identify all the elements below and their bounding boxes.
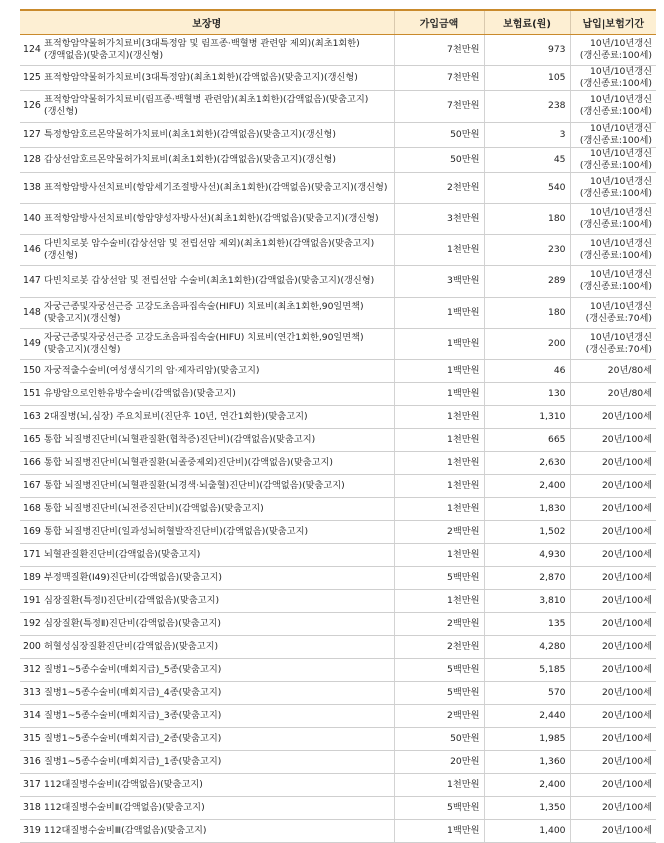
header-amount: 가입금액 — [394, 10, 484, 35]
insured-amount: 2천만원 — [394, 172, 484, 203]
insured-amount: 50만원 — [394, 122, 484, 147]
row-number: 147 — [20, 266, 42, 297]
premium-value: 2,400 — [484, 774, 570, 797]
row-number: 313 — [20, 682, 42, 705]
payment-term: 10년/10년갱신(갱신종료:100세) — [570, 266, 656, 297]
table-row — [20, 728, 656, 751]
premium-value: 2,630 — [484, 452, 570, 475]
coverage-name: 통합 뇌질병진단비(뇌혈관질환(뇌경색·뇌출혈)진단비)(감액없음)(맞춤고지) — [42, 475, 394, 498]
insured-amount: 1천만원 — [394, 774, 484, 797]
insured-amount: 2백만원 — [394, 613, 484, 636]
row-number: 317 — [20, 774, 42, 797]
insured-amount: 1천만원 — [394, 452, 484, 475]
coverage-name: 표적항암방사선치료비(항암양성자방사선)(최초1회한)(감액없음)(맞춤고지)(갱신형) — [42, 203, 394, 234]
row-number: 200 — [20, 636, 42, 659]
row-number: 319 — [20, 820, 42, 843]
payment-term: 20년/100세 — [570, 636, 656, 659]
table-row — [20, 475, 656, 498]
coverage-name: 유방암으로인한유방수술비(감액없음)(맞춤고지) — [42, 383, 394, 406]
premium-value: 200 — [484, 328, 570, 359]
premium-value: 570 — [484, 682, 570, 705]
insured-amount: 3백만원 — [394, 266, 484, 297]
coverage-name: 자궁근종및자궁선근증 고강도초음파집속술(HIFU) 치료비(최초1회한,90일면책)(맞춤고지)(갱신형) — [42, 297, 394, 328]
row-number: 148 — [20, 297, 42, 328]
insured-amount: 1천만원 — [394, 544, 484, 567]
insured-amount: 1백만원 — [394, 820, 484, 843]
insured-amount: 2백만원 — [394, 521, 484, 544]
premium-value: 665 — [484, 429, 570, 452]
coverage-name: 질병1~5종수술비(매회지급)_5종(맞춤고지) — [42, 659, 394, 682]
table-row — [20, 751, 656, 774]
insured-amount: 1백만원 — [394, 328, 484, 359]
premium-value: 4,930 — [484, 544, 570, 567]
premium-value: 45 — [484, 147, 570, 172]
coverage-name: 갑상선암호르몬약물허가치료비(최초1회한)(감액없음)(맞춤고지)(갱신형) — [42, 147, 394, 172]
payment-term: 10년/10년갱신(갱신종료:100세) — [570, 66, 656, 91]
row-number: 146 — [20, 235, 42, 266]
coverage-name: 자궁근종및자궁선근증 고강도초음파집속술(HIFU) 치료비(연간1회한,90일면책)(맞춤고지)(갱신형) — [42, 328, 394, 359]
insured-amount: 3천만원 — [394, 203, 484, 234]
insured-amount: 5백만원 — [394, 682, 484, 705]
table-row — [20, 613, 656, 636]
coverage-name: 심장질환(특정Ⅰ)진단비(감액없음)(맞춤고지) — [42, 590, 394, 613]
table-row — [20, 498, 656, 521]
coverage-name: 질병1~5종수술비(매회지급)_1종(맞춤고지) — [42, 751, 394, 774]
table-row — [20, 91, 656, 122]
premium-value: 3 — [484, 122, 570, 147]
table-row — [20, 172, 656, 203]
row-number: 125 — [20, 66, 42, 91]
coverage-name: 심장질환(특정Ⅱ)진단비(감액없음)(맞춤고지) — [42, 613, 394, 636]
table-row — [20, 705, 656, 728]
payment-term: 10년/10년갱신(갱신종료:100세) — [570, 147, 656, 172]
insured-amount: 5백만원 — [394, 797, 484, 820]
payment-term: 10년/10년갱신(갱신종료:70세) — [570, 328, 656, 359]
premium-value: 973 — [484, 35, 570, 66]
row-number: 316 — [20, 751, 42, 774]
payment-term: 20년/100세 — [570, 682, 656, 705]
payment-term: 10년/10년갱신(갱신종료:70세) — [570, 297, 656, 328]
coverage-name: 허혈성심장질환진단비(감액없음)(맞춤고지) — [42, 636, 394, 659]
premium-value: 289 — [484, 266, 570, 297]
coverage-name: 뇌혈관질환진단비(감액없음)(맞춤고지) — [42, 544, 394, 567]
payment-term: 20년/100세 — [570, 544, 656, 567]
premium-value: 180 — [484, 297, 570, 328]
coverage-name: 자궁적출수술비(여성생식기의 암·제자리암)(맞춤고지) — [42, 360, 394, 383]
premium-value: 105 — [484, 66, 570, 91]
payment-term: 10년/10년갱신(갱신종료:100세) — [570, 35, 656, 66]
premium-value: 1,400 — [484, 820, 570, 843]
table-row — [20, 797, 656, 820]
table-row — [20, 383, 656, 406]
row-number: 312 — [20, 659, 42, 682]
row-number: 127 — [20, 122, 42, 147]
payment-term: 20년/100세 — [570, 452, 656, 475]
row-number: 169 — [20, 521, 42, 544]
coverage-name: 다빈치로봇 갑상선암 및 전립선암 수술비(최초1회한)(감액없음)(맞춤고지)(갱신형) — [42, 266, 394, 297]
payment-term: 20년/100세 — [570, 475, 656, 498]
coverage-name: 통합 뇌질병진단비(뇌혈관질환(협착증)진단비)(감액없음)(맞춤고지) — [42, 429, 394, 452]
payment-term: 20년/100세 — [570, 406, 656, 429]
table-row — [20, 35, 656, 66]
insured-amount: 1천만원 — [394, 406, 484, 429]
row-number: 150 — [20, 360, 42, 383]
payment-term: 20년/100세 — [570, 521, 656, 544]
premium-value: 1,360 — [484, 751, 570, 774]
insured-amount: 20만원 — [394, 751, 484, 774]
premium-value: 46 — [484, 360, 570, 383]
premium-value: 4,280 — [484, 636, 570, 659]
row-number: 314 — [20, 705, 42, 728]
table-row — [20, 590, 656, 613]
payment-term: 20년/80세 — [570, 360, 656, 383]
payment-term: 20년/100세 — [570, 751, 656, 774]
row-number: 171 — [20, 544, 42, 567]
row-number: 166 — [20, 452, 42, 475]
row-number: 315 — [20, 728, 42, 751]
coverage-name: 부정맥질환(Ⅰ49)진단비(감액없음)(맞춤고지) — [42, 567, 394, 590]
insured-amount: 7천만원 — [394, 91, 484, 122]
table-row — [20, 406, 656, 429]
payment-term: 20년/80세 — [570, 383, 656, 406]
premium-value: 5,185 — [484, 659, 570, 682]
payment-term: 10년/10년갱신(갱신종료:100세) — [570, 122, 656, 147]
premium-value: 1,830 — [484, 498, 570, 521]
row-number: 318 — [20, 797, 42, 820]
table-row — [20, 203, 656, 234]
coverage-name: 통합 뇌질병진단비(뇌혈관질환(뇌졸중제외)진단비)(감액없음)(맞춤고지) — [42, 452, 394, 475]
table-row — [20, 567, 656, 590]
coverage-name: 통합 뇌질병진단비(일과성뇌허혈발작진단비)(감액없음)(맞춤고지) — [42, 521, 394, 544]
row-number: 163 — [20, 406, 42, 429]
payment-term: 10년/10년갱신(갱신종료:100세) — [570, 203, 656, 234]
table-row — [20, 774, 656, 797]
coverage-name: 112대질병수술비Ⅰ(감액없음)(맞춤고지) — [42, 774, 394, 797]
insured-amount: 1백만원 — [394, 360, 484, 383]
table-row — [20, 122, 656, 147]
insured-amount: 2백만원 — [394, 705, 484, 728]
row-number: 189 — [20, 567, 42, 590]
header-premium: 보험료(원) — [484, 10, 570, 35]
premium-value: 2,870 — [484, 567, 570, 590]
payment-term: 20년/100세 — [570, 498, 656, 521]
insured-amount: 1천만원 — [394, 475, 484, 498]
payment-term: 20년/100세 — [570, 705, 656, 728]
table-row — [20, 297, 656, 328]
row-number: 140 — [20, 203, 42, 234]
coverage-name: 표적항암방사선치료비(항암세기조절방사선)(최초1회한)(감액없음)(맞춤고지)(갱신형) — [42, 172, 394, 203]
insured-amount: 1천만원 — [394, 498, 484, 521]
premium-value: 540 — [484, 172, 570, 203]
coverage-name: 다빈치로봇 암수술비(갑상선암 및 전립선암 제외)(최초1회한)(감액없음)(맞춤고지)(갱신형) — [42, 235, 394, 266]
table-row — [20, 521, 656, 544]
premium-value: 1,502 — [484, 521, 570, 544]
payment-term: 20년/100세 — [570, 797, 656, 820]
premium-value: 180 — [484, 203, 570, 234]
coverage-name: 2대질병(뇌,심장) 주요치료비(진단후 10년, 연간1회한)(맞춤고지) — [42, 406, 394, 429]
payment-term: 20년/100세 — [570, 429, 656, 452]
row-number: 167 — [20, 475, 42, 498]
row-number: 168 — [20, 498, 42, 521]
coverage-name: 질병1~5종수술비(매회지급)_2종(맞춤고지) — [42, 728, 394, 751]
table-row — [20, 636, 656, 659]
table-row — [20, 429, 656, 452]
payment-term: 10년/10년갱신(갱신종료:100세) — [570, 172, 656, 203]
insured-amount: 50만원 — [394, 147, 484, 172]
insured-amount: 5백만원 — [394, 659, 484, 682]
premium-value: 130 — [484, 383, 570, 406]
row-number: 151 — [20, 383, 42, 406]
premium-value: 2,440 — [484, 705, 570, 728]
premium-value: 230 — [484, 235, 570, 266]
coverage-name: 표적항암약물허가치료비(3대특정암 및 림프종·백혈병 관련암 제외)(최초1회한)(갱액없음)(맞춤고지)(갱신형) — [42, 35, 394, 66]
coverage-name: 표적항암약물허가치료비(림프종·백혈병 관련암)(최초1회한)(감액없음)(맞춤고지)(갱신형) — [42, 91, 394, 122]
table-row — [20, 147, 656, 172]
premium-value: 238 — [484, 91, 570, 122]
insured-amount: 7천만원 — [394, 66, 484, 91]
premium-value: 1,310 — [484, 406, 570, 429]
payment-term: 20년/100세 — [570, 590, 656, 613]
insured-amount: 5백만원 — [394, 567, 484, 590]
row-number: 128 — [20, 147, 42, 172]
row-number: 165 — [20, 429, 42, 452]
table-row — [20, 820, 656, 843]
table-row — [20, 266, 656, 297]
payment-term: 20년/100세 — [570, 728, 656, 751]
row-number: 126 — [20, 91, 42, 122]
premium-value: 3,810 — [484, 590, 570, 613]
table-row — [20, 682, 656, 705]
coverage-name: 특정항암호르몬약물허가치료비(최초1회한)(감액없음)(맞춤고지)(갱신형) — [42, 122, 394, 147]
table-header-row — [20, 10, 656, 35]
payment-term: 20년/100세 — [570, 820, 656, 843]
insured-amount: 50만원 — [394, 728, 484, 751]
row-number: 149 — [20, 328, 42, 359]
premium-value: 1,985 — [484, 728, 570, 751]
coverage-table — [20, 9, 656, 843]
insured-amount: 1천만원 — [394, 235, 484, 266]
table-row — [20, 452, 656, 475]
coverage-name: 112대질병수술비Ⅲ(감액없음)(맞춤고지) — [42, 820, 394, 843]
row-number: 191 — [20, 590, 42, 613]
payment-term: 20년/100세 — [570, 613, 656, 636]
insured-amount: 2천만원 — [394, 636, 484, 659]
table-row — [20, 235, 656, 266]
table-row — [20, 328, 656, 359]
insured-amount: 1백만원 — [394, 297, 484, 328]
table-row — [20, 544, 656, 567]
premium-value: 135 — [484, 613, 570, 636]
payment-term: 20년/100세 — [570, 774, 656, 797]
header-coverage-name: 보장명 — [20, 10, 394, 35]
row-number: 192 — [20, 613, 42, 636]
table-row — [20, 66, 656, 91]
header-term: 납입|보험기간 — [570, 10, 656, 35]
payment-term: 20년/100세 — [570, 659, 656, 682]
coverage-name: 질병1~5종수술비(매회지급)_3종(맞춤고지) — [42, 705, 394, 728]
payment-term: 10년/10년갱신(갱신종료:100세) — [570, 235, 656, 266]
premium-value: 1,350 — [484, 797, 570, 820]
payment-term: 20년/100세 — [570, 567, 656, 590]
insured-amount: 1천만원 — [394, 429, 484, 452]
premium-value: 2,400 — [484, 475, 570, 498]
insured-amount: 1천만원 — [394, 590, 484, 613]
row-number: 124 — [20, 35, 42, 66]
coverage-name: 112대질병수술비Ⅱ(감액없음)(맞춤고지) — [42, 797, 394, 820]
row-number: 138 — [20, 172, 42, 203]
coverage-name: 질병1~5종수술비(매회지급)_4종(맞춤고지) — [42, 682, 394, 705]
coverage-name: 통합 뇌질병진단비(뇌전증진단비)(감액없음)(맞춤고지) — [42, 498, 394, 521]
coverage-name: 표적항암약물허가치료비(3대특정암)(최초1회한)(감액없음)(맞춤고지)(갱신형) — [42, 66, 394, 91]
insured-amount: 7천만원 — [394, 35, 484, 66]
table-row — [20, 659, 656, 682]
payment-term: 10년/10년갱신(갱신종료:100세) — [570, 91, 656, 122]
table-row — [20, 360, 656, 383]
insured-amount: 1백만원 — [394, 383, 484, 406]
